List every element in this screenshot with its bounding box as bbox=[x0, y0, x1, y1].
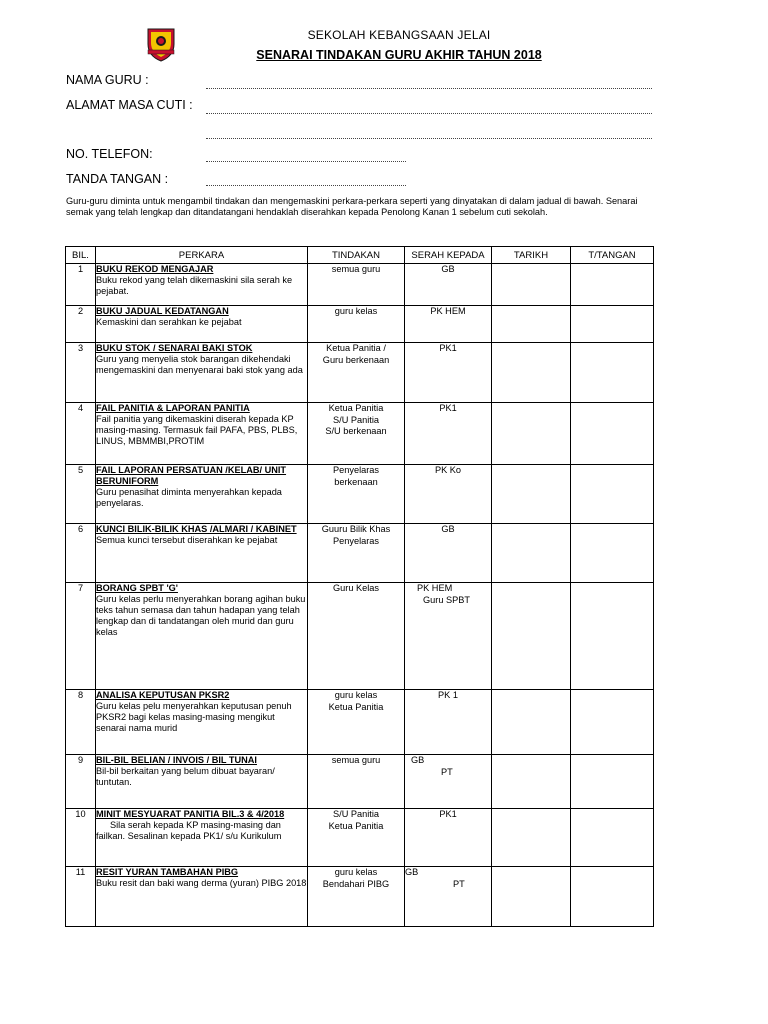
perkara-heading: FAIL PANITIA & LAPORAN PANITIA bbox=[96, 403, 250, 413]
perkara-heading: ANALISA KEPUTUSAN PKSR2 bbox=[96, 690, 230, 700]
header-t-tangan: T/TANGAN bbox=[571, 247, 654, 264]
tindakan-text: guru kelas bbox=[334, 306, 378, 316]
nama-guru-label: NAMA GURU : bbox=[66, 73, 149, 87]
table-row bbox=[66, 583, 654, 690]
serah-kepada-cell bbox=[405, 264, 492, 306]
table-row bbox=[66, 690, 654, 755]
tindakan-text: guru kelas bbox=[334, 867, 378, 877]
table-row bbox=[66, 343, 654, 403]
tindakan-text: Ketua Panitia bbox=[328, 701, 384, 712]
serah-kepada-text: PK1 bbox=[439, 403, 457, 413]
serah-kepada-cell bbox=[405, 403, 492, 465]
row-number: 6 bbox=[66, 524, 96, 583]
telefon-label: NO. TELEFON: bbox=[66, 147, 153, 161]
row-number: 7 bbox=[66, 583, 96, 690]
tindakan-text: Ketua Panitia / bbox=[326, 343, 386, 353]
perkara-heading: BUKU STOK / SENARAI BAKI STOK bbox=[96, 343, 253, 353]
tindakan-cell bbox=[308, 465, 405, 524]
perkara-body: Fail panitia yang dikemaskini diserah kepada KP masing-masing. Termasuk fail PAFA, PBS, PLBS, LINUS, MBMMBI,PROTIM bbox=[96, 414, 298, 446]
perkara-heading: RESIT YURAN TAMBAHAN PIBG bbox=[96, 867, 239, 877]
perkara-body: Buku resit dan baki wang derma (yuran) PIBG 2018 bbox=[96, 878, 307, 888]
tindakan-cell bbox=[308, 809, 405, 867]
serah-kepada-cell bbox=[405, 306, 492, 343]
perkara-cell bbox=[96, 809, 308, 867]
row-number: 1 bbox=[66, 264, 96, 306]
tindakan-text: berkenaan bbox=[334, 476, 378, 487]
tindakan-cell bbox=[308, 524, 405, 583]
table-row bbox=[66, 867, 654, 927]
serah-kepada-text: GB bbox=[441, 264, 455, 274]
perkara-body: Guru penasihat diminta menyerahkan kepada penyelaras. bbox=[96, 487, 282, 508]
perkara-cell bbox=[96, 867, 308, 927]
tarikh-cell[interactable] bbox=[492, 583, 571, 690]
tindakan-cell bbox=[308, 403, 405, 465]
header-serah-kepada: SERAH KEPADA bbox=[405, 247, 492, 264]
document-title: SENARAI TINDAKAN GURU AKHIR TAHUN 2018 bbox=[256, 48, 542, 62]
tindakan-text: Guru Kelas bbox=[333, 583, 379, 593]
perkara-body: Sila serah kepada KP masing-masing dan failkan. Sesalinan kepada PK1/ s/u Kurikulum bbox=[96, 820, 282, 841]
school-name: SEKOLAH KEBANGSAAN JELAI bbox=[307, 28, 491, 42]
serah-kepada-cell bbox=[405, 690, 492, 755]
row-number: 2 bbox=[66, 306, 96, 343]
header-tarikh: TARIKH bbox=[492, 247, 571, 264]
tarikh-cell[interactable] bbox=[492, 867, 571, 927]
tindakan-text: Bendahari PIBG bbox=[322, 878, 390, 889]
serah-kepada-text: PK Ko bbox=[434, 465, 462, 475]
perkara-cell bbox=[96, 264, 308, 306]
tindakan-cell bbox=[308, 306, 405, 343]
perkara-body: Semua kunci tersebut diserahkan ke pejabat bbox=[96, 535, 278, 545]
tindakan-cell bbox=[308, 755, 405, 809]
instructions-paragraph: Guru-guru diminta untuk mengambil tindakan dan mengemaskini perkara-perkara seperti yang dinyatakan di dalam jadual di bawah. Senarai semak yang telah lengkap dan ditandatangani hendaklah diserahkan kepada Penolong Kanan 1 sebelum cuti sekolah. bbox=[66, 196, 638, 218]
row-number: 9 bbox=[66, 755, 96, 809]
row-number: 11 bbox=[66, 867, 96, 927]
tindakan-text: guru kelas bbox=[334, 690, 378, 700]
serah-kepada-text: PK1 bbox=[439, 809, 457, 819]
tindakan-text: semua guru bbox=[331, 755, 381, 765]
perkara-body: Kemaskini dan serahkan ke pejabat bbox=[96, 317, 242, 327]
row-number: 5 bbox=[66, 465, 96, 524]
row-number: 8 bbox=[66, 690, 96, 755]
perkara-body: Guru yang menyelia stok barangan dikehendaki mengemaskini dan menyenarai baki stok yang ada bbox=[96, 354, 303, 375]
t-tangan-cell[interactable] bbox=[571, 524, 654, 583]
tarikh-cell[interactable] bbox=[492, 524, 571, 583]
tanda-tangan-label: TANDA TANGAN : bbox=[66, 172, 169, 186]
perkara-body: Buku rekod yang telah dikemaskini sila serah ke pejabat. bbox=[96, 275, 293, 296]
t-tangan-cell[interactable] bbox=[571, 755, 654, 809]
table-row bbox=[66, 524, 654, 583]
serah-kepada-text: GB bbox=[441, 524, 455, 534]
perkara-heading: BIL-BIL BELIAN / INVOIS / BIL TUNAI bbox=[96, 755, 257, 765]
t-tangan-cell[interactable] bbox=[571, 465, 654, 524]
alamat-label: ALAMAT MASA CUTI : bbox=[66, 98, 193, 112]
perkara-heading: BORANG SPBT 'G' bbox=[96, 583, 178, 593]
perkara-cell bbox=[96, 583, 308, 690]
perkara-heading: KUNCI BILIK-BILIK KHAS /ALMARI / KABINET bbox=[96, 524, 297, 534]
table-row bbox=[66, 465, 654, 524]
table-row bbox=[66, 264, 654, 306]
perkara-cell bbox=[96, 524, 308, 583]
alamat-line-2[interactable] bbox=[206, 138, 652, 139]
t-tangan-cell[interactable] bbox=[571, 690, 654, 755]
tindakan-text: S/U berkenaan bbox=[325, 426, 387, 436]
telefon-line[interactable] bbox=[206, 161, 406, 162]
header-bil: BIL. bbox=[66, 247, 96, 264]
tindakan-cell bbox=[308, 583, 405, 690]
perkara-heading: FAIL LAPORAN PERSATUAN /KELAB/ UNIT BERUNIFORM bbox=[96, 465, 287, 486]
serah-kepada-cell bbox=[405, 809, 492, 867]
tindakan-text: Guru berkenaan bbox=[322, 354, 390, 365]
tindakan-text: Ketua Panitia bbox=[328, 403, 384, 413]
tarikh-cell[interactable] bbox=[492, 465, 571, 524]
serah-kepada-text: PT bbox=[453, 878, 465, 889]
serah-kepada-text: PK HEM bbox=[417, 583, 453, 593]
t-tangan-cell[interactable] bbox=[571, 306, 654, 343]
serah-kepada-text: PT bbox=[441, 766, 453, 777]
perkara-body: Guru kelas pelu menyerahkan keputusan penuh PKSR2 bagi kelas masing-masing mengikut senarai nama murid bbox=[96, 701, 292, 733]
table-row bbox=[66, 403, 654, 465]
serah-kepada-cell bbox=[405, 867, 492, 927]
serah-kepada-text: GB bbox=[405, 867, 419, 877]
t-tangan-cell[interactable] bbox=[571, 809, 654, 867]
tindakan-text: S/U Panitia bbox=[333, 414, 379, 425]
header-perkara: PERKARA bbox=[96, 247, 308, 264]
alamat-line-1[interactable] bbox=[206, 113, 652, 114]
perkara-cell bbox=[96, 690, 308, 755]
tindakan-cell bbox=[308, 264, 405, 306]
t-tangan-cell[interactable] bbox=[571, 403, 654, 465]
tindakan-text: Penyelaras bbox=[333, 535, 379, 546]
tindakan-text: S/U Panitia bbox=[333, 809, 379, 819]
table-header-row bbox=[66, 247, 654, 264]
perkara-heading: MINIT MESYUARAT PANITIA BIL.3 & 4/2018 bbox=[96, 809, 285, 819]
perkara-body: Bil-bil berkaitan yang belum dibuat bayaran/ tuntutan. bbox=[96, 766, 275, 787]
perkara-body: Guru kelas perlu menyerahkan borang agihan buku teks tahun semasa dan tahun hadapan yang telah lengkap dan di tandatangan oleh murid dan guru kelas bbox=[96, 594, 306, 637]
checklist-table bbox=[65, 246, 654, 927]
tindakan-text: Penyelaras bbox=[333, 465, 379, 475]
tarikh-cell[interactable] bbox=[492, 755, 571, 809]
tarikh-cell[interactable] bbox=[492, 690, 571, 755]
perkara-cell bbox=[96, 465, 308, 524]
t-tangan-cell[interactable] bbox=[571, 867, 654, 927]
row-number: 10 bbox=[66, 809, 96, 867]
tarikh-cell[interactable] bbox=[492, 343, 571, 403]
serah-kepada-text: PK 1 bbox=[438, 690, 458, 700]
serah-kepada-text: GB bbox=[411, 755, 425, 765]
tarikh-cell[interactable] bbox=[492, 403, 571, 465]
serah-kepada-cell bbox=[405, 465, 492, 524]
t-tangan-cell[interactable] bbox=[571, 583, 654, 690]
tindakan-cell bbox=[308, 690, 405, 755]
perkara-cell bbox=[96, 343, 308, 403]
t-tangan-cell[interactable] bbox=[571, 343, 654, 403]
tarikh-cell[interactable] bbox=[492, 264, 571, 306]
serah-kepada-cell bbox=[405, 583, 492, 690]
table-row bbox=[66, 306, 654, 343]
tindakan-text: Guuru Bilik Khas bbox=[321, 524, 391, 534]
tindakan-cell bbox=[308, 343, 405, 403]
serah-kepada-text: PK1 bbox=[439, 343, 457, 353]
table-row bbox=[66, 755, 654, 809]
tindakan-cell bbox=[308, 867, 405, 927]
nama-guru-line[interactable] bbox=[206, 88, 652, 89]
row-number: 4 bbox=[66, 403, 96, 465]
serah-kepada-cell bbox=[405, 524, 492, 583]
t-tangan-cell[interactable] bbox=[571, 264, 654, 306]
perkara-heading: BUKU REKOD MENGAJAR bbox=[96, 264, 214, 274]
serah-kepada-text: PK HEM bbox=[430, 306, 466, 316]
perkara-cell bbox=[96, 306, 308, 343]
tindakan-text: semua guru bbox=[331, 264, 381, 274]
serah-kepada-cell bbox=[405, 343, 492, 403]
tarikh-cell[interactable] bbox=[492, 306, 571, 343]
header-tindakan: TINDAKAN bbox=[308, 247, 405, 264]
serah-kepada-cell bbox=[405, 755, 492, 809]
perkara-cell bbox=[96, 403, 308, 465]
tarikh-cell[interactable] bbox=[492, 809, 571, 867]
tindakan-text: Ketua Panitia bbox=[328, 820, 384, 831]
row-number: 3 bbox=[66, 343, 96, 403]
perkara-heading: BUKU JADUAL KEDATANGAN bbox=[96, 306, 229, 316]
perkara-cell bbox=[96, 755, 308, 809]
tanda-tangan-line[interactable] bbox=[206, 185, 406, 186]
table-row bbox=[66, 809, 654, 867]
serah-kepada-text: Guru SPBT bbox=[423, 594, 470, 605]
